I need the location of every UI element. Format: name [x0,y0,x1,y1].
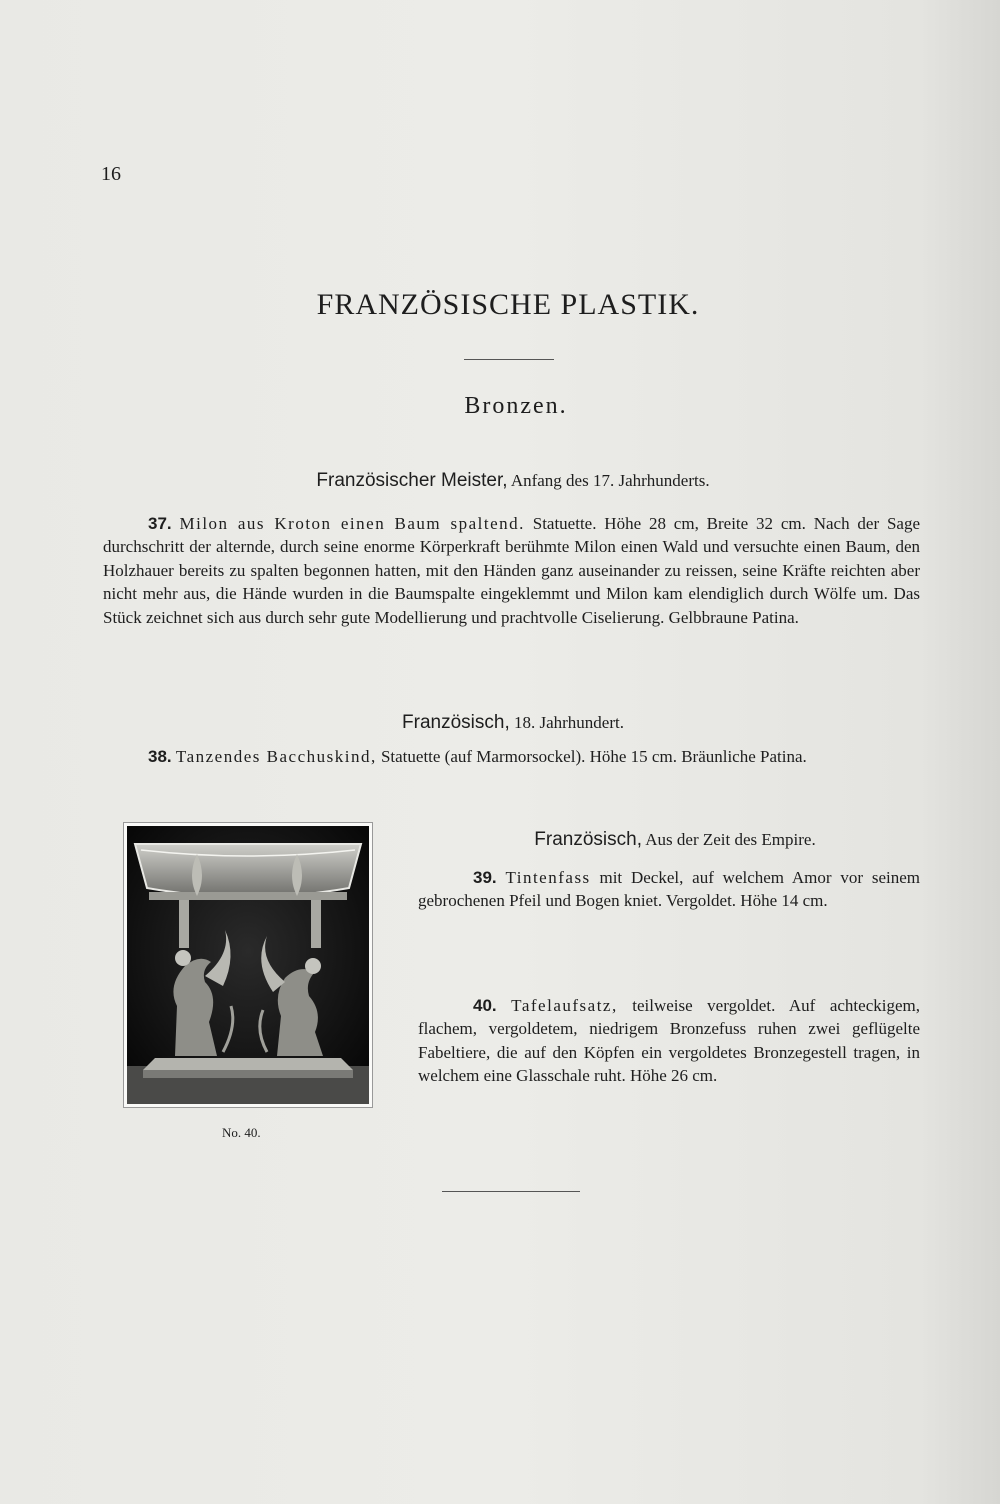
period-text: Anfang des 17. Jahrhunderts. [510,471,710,490]
period-text: 18. Jahrhundert. [513,713,624,732]
entry-description: teilweise vergoldet. Auf achteckigem, flachem, vergoldetem, niedrigem Bronzefuss ruhen zwei geflügelte Fabeltiere, die auf den Köpfen ein vergoldetes Bronzegestell tragen, in welchem eine Glasschale ruht. Höhe 26 cm. [418,996,920,1086]
section-heading-2 [103,712,923,734]
catalog-entry-39 [418,866,920,913]
centerpiece-image [127,826,369,1104]
maker-name: Französisch, [534,829,642,850]
entry-number: 37. [148,514,172,533]
entry-title: Milon aus Kroton einen Baum spaltend. [179,514,525,533]
maker-name: Französischer Meister, [316,470,508,491]
entry-number: 40. [473,996,497,1015]
entry-description: mit Deckel, auf welchem Amor vor seinem gebrochenen Pfeil und Bogen kniet. Vergoldet. Höhe 14 cm. [418,868,920,911]
section-heading-3 [470,829,880,851]
page-title: FRANZÖSISCHE PLASTIK. [316,288,700,321]
entry-title: Tafelaufsatz, [511,996,618,1015]
catalog-entry-37 [103,512,920,629]
end-divider [442,1191,580,1192]
page-number: 16 [101,163,121,185]
catalog-entry-40 [418,994,920,1088]
entry-title: Tintenfass [505,868,591,887]
title-divider [464,359,554,360]
entry-description: Statuette (auf Marmorsockel). Höhe 15 cm. Bräunliche Patina. [380,747,807,766]
section-subtitle: Bronzen. [464,393,568,419]
figure-caption: No. 40. [222,1125,261,1140]
catalog-entry-38 [103,745,920,768]
entry-description: Statuette. Höhe 28 cm, Breite 32 cm. Nach der Sage durchschritt der alternde, durch seine enorme Körperkraft berühmte Milon einen Wald und versuchte einen Baum, den Holzhauer bereits zu spalten begonnen hatten, mit den Händen ganz auseinander zu reissen, seine Kräfte reichten aber nicht mehr aus, die Hände wurden in die Baumspalte eingeklemmt und Milon kam elendiglich durch Wölfe um. Das Stück zeichnet sich aus durch sehr gute Modellierung und prachtvolle Ciselierung. Gelbbraune Patina. [103,514,921,627]
period-text: Aus der Zeit des Empire. [645,830,816,849]
entry-number: 39. [473,868,497,887]
figure-photograph [123,822,373,1108]
entry-title: Tanzendes Bacchuskind, [175,747,377,766]
maker-name: Französisch, [402,712,510,733]
entry-number: 38. [148,747,172,766]
section-heading-1 [103,470,923,492]
